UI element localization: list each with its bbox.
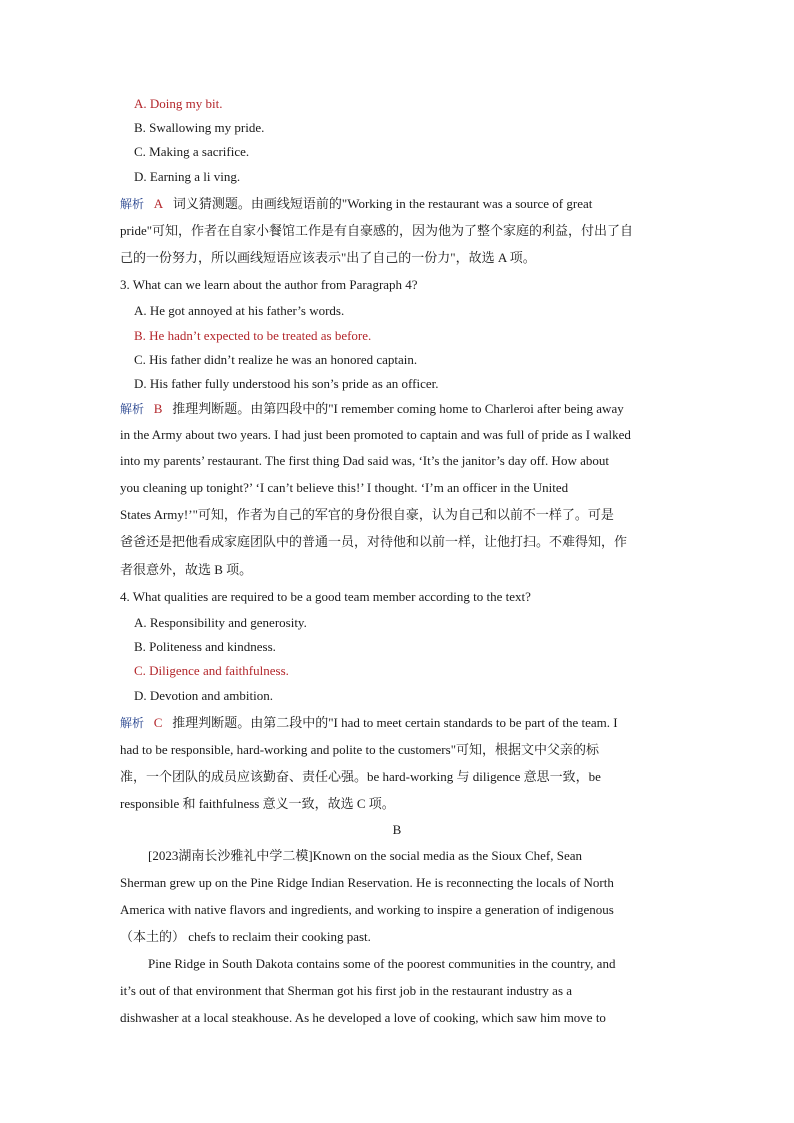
q2-option-a: A. Doing my bit.	[134, 96, 223, 111]
q4-explanation-line-4: responsible 和 faithfulness 意义一致，故选 C 项。	[120, 796, 395, 811]
passage-p1-line-3: America with native flavors and ingredients, and working to inspire a generation of indigenous	[120, 902, 614, 917]
q4-explanation-line-3: 准，一个团队的成员应该勤奋、责任心强。be hard-working 与 diligence 意思一致，be	[120, 769, 601, 784]
q4-option-d: D. Devotion and ambition.	[134, 688, 274, 703]
explanation-text: 词义猜测题。由画线短语前的"Working in the restaurant was a source of great	[172, 196, 593, 211]
q2-option-c: C. Making a sacrifice.	[134, 144, 250, 159]
passage-p1-line-2: Sherman grew up on the Pine Ridge Indian Reservation. He is reconnecting the locals of North	[120, 875, 614, 890]
answer-letter: B	[153, 401, 163, 416]
explanation-text: 推理判断题。由第四段中的"I remember coming home to Charleroi after being away	[172, 401, 624, 416]
q3-question: 3. What can we learn about the author from Paragraph 4?	[120, 277, 418, 292]
passage-p2-line-1: Pine Ridge in South Dakota contains some of the poorest communities in the country, and	[148, 956, 616, 971]
section-heading: B	[392, 822, 402, 837]
q3-explanation-line-5: States Army!’"可知，作者为自己的军官的身份很自豪，认为自己和以前不一样了。可是	[120, 507, 614, 522]
q2-option-d: D. Earning a li ving.	[134, 169, 241, 184]
q3-option-c: C. His father didn’t realize he was an honored captain.	[134, 352, 418, 367]
q3-explanation-line-3: into my parents’ restaurant. The first thing Dad said was, ‘It’s the janitor’s day off. How about	[120, 453, 609, 468]
q3-explanation-line-1	[120, 399, 680, 419]
q3-option-d: D. His father fully understood his son’s pride as an officer.	[134, 376, 439, 391]
q3-explanation-line-2: in the Army about two years. I had just been promoted to captain and was full of pride as I walked	[120, 427, 631, 442]
q4-option-b: B. Politeness and kindness.	[134, 639, 276, 654]
answer-letter: C	[153, 715, 163, 730]
q3-explanation-line-4: you cleaning up tonight?’ ‘I can’t believe this!’ I thought. ‘I’m an officer in the United	[120, 480, 569, 495]
q4-option-c: C. Diligence and faithfulness.	[134, 663, 289, 678]
q2-explanation-line-2: pride"可知，作者在自家小餐馆工作是有自豪感的，因为他为了整个家庭的利益，付出了自	[120, 223, 634, 238]
q3-option-b: B. He hadn’t expected to be treated as before.	[134, 328, 372, 343]
q2-option-b: B. Swallowing my pride.	[134, 120, 265, 135]
q4-explanation-line-2: had to be responsible, hard-working and polite to the customers"可知，根据文中父亲的标	[120, 742, 600, 757]
q4-question: 4. What qualities are required to be a good team member according to the text?	[120, 589, 531, 604]
q2-explanation-line-3: 己的一份努力，所以画线短语应该表示"出了自己的一份力"，故选 A 项。	[120, 250, 536, 265]
explanation-text: 推理判断题。由第二段中的"I had to meet certain standards to be part of the team. I	[172, 715, 618, 730]
answer-letter: A	[153, 196, 164, 211]
q3-explanation-line-6: 爸爸还是把他看成家庭团队中的普通一员，对待他和以前一样，让他打扫。不难得知，作	[120, 534, 628, 549]
explanation-label: 解析	[120, 197, 145, 211]
q4-option-a: A. Responsibility and generosity.	[134, 615, 307, 630]
passage-p1-line-1: [2023湖南长沙雅礼中学二模]Known on the social media as the Sioux Chef, Sean	[148, 848, 582, 863]
explanation-label: 解析	[120, 716, 145, 730]
q2-explanation-line-1	[120, 194, 680, 214]
q4-explanation-line-1	[120, 713, 680, 733]
passage-p2-line-3: dishwasher at a local steakhouse. As he developed a love of cooking, which saw him move to	[120, 1010, 606, 1025]
q3-option-a: A. He got annoyed at his father’s words.	[134, 303, 345, 318]
passage-p1-line-4: （本土的） chefs to reclaim their cooking past.	[120, 929, 371, 944]
q3-explanation-line-7: 者很意外，故选 B 项。	[120, 562, 253, 577]
passage-p2-line-2: it’s out of that environment that Sherman got his first job in the restaurant industry as a	[120, 983, 573, 998]
explanation-label: 解析	[120, 402, 145, 416]
